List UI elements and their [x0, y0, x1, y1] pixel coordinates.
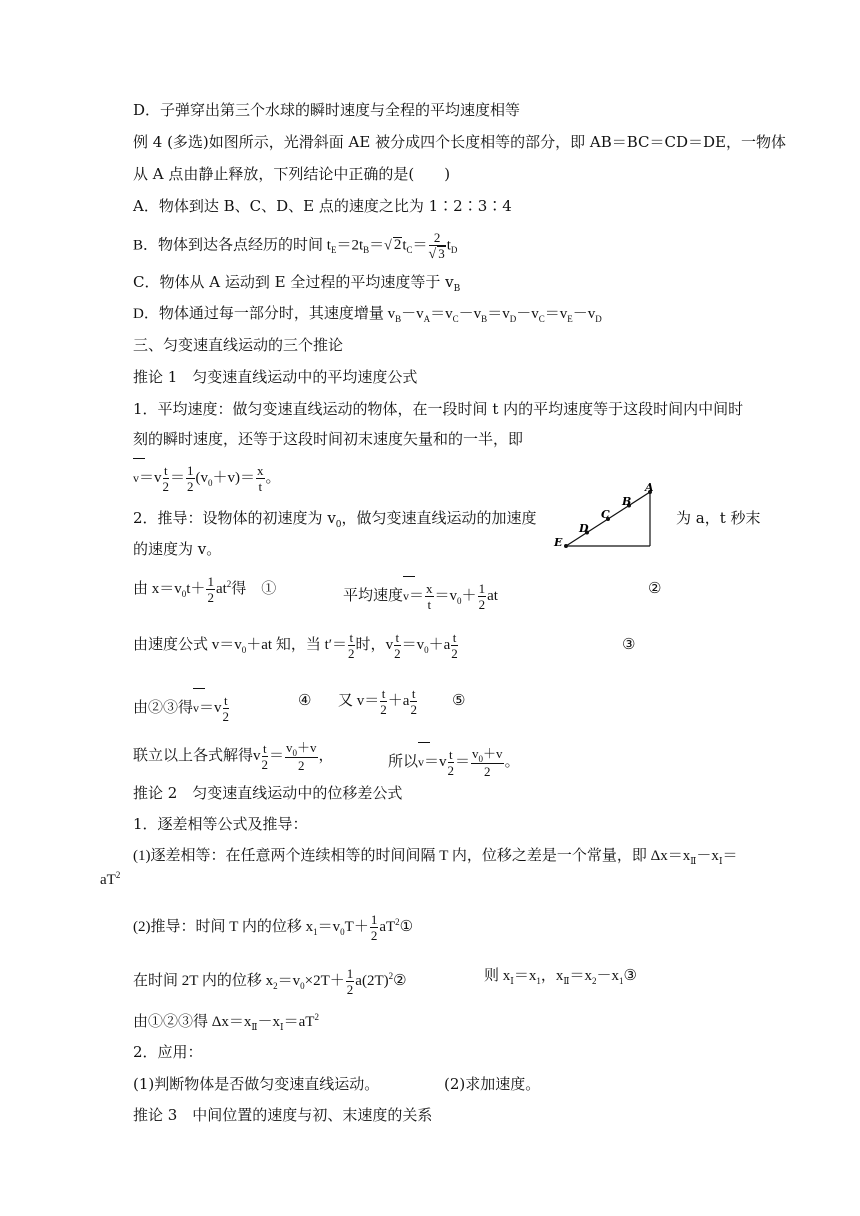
option-c: C．物体从 A 运动到 E 全过程的平均速度等于 $v_B$	[133, 273, 461, 294]
avg-velocity-def-line2: 刻的瞬时速度，还等于这段时间初末速度矢量和的一半，即	[133, 430, 524, 448]
step-4-number: ④	[298, 691, 312, 709]
label-a: A	[645, 482, 654, 494]
label-b: B	[622, 495, 632, 508]
option-b: B．物体到达各点经历的时间 $t_E=2t_B=√$ $2t_C=$ $\frac{2}{√ 3}$ $t_D$	[133, 230, 458, 262]
corollary-1-title: 推论 1 匀变速直线运动中的平均速度公式	[133, 368, 418, 386]
step-2: 平均速度v＝ $\frac{x}{t}$ $=v_0+$ $\frac{1}{2}$ at	[343, 574, 498, 612]
step-3: 由速度公式 $v=v_0+at$ 知，当 t′＝ $\frac{t}{2}$ 时，v $\frac{t}{2}$ $=v_0+a$ $\frac{t}{2}$	[133, 630, 458, 661]
corollary-2-item1: 1．逐差相等公式及推导：	[133, 815, 308, 833]
option-a: A．物体到达 B、C、D、E 点的速度之比为 1∶2∶3∶4	[133, 197, 512, 215]
label-d: D	[579, 522, 589, 535]
avg-velocity-formula: v＝v $\frac{t}{2}$ ＝ $\frac{1}{2}$ $(v_0+v)=$ $\frac{x}{t}$ 。	[133, 456, 281, 494]
example4-line2: 从 A 点由静止释放，下列结论中正确的是( )	[133, 165, 451, 183]
step-6: 联立以上各式解得v $\frac{t}{2}$ ＝ $\frac{v_0+v}{2}$ ，	[133, 740, 334, 773]
label-e: E	[554, 536, 563, 549]
successive-difference-line1: (1)逐差相等：在任意两个连续相等的时间间隔 T 内，位移之差是一个常量，即 $\Delta x=x_Ⅱ-x_Ⅰ=$	[133, 848, 738, 866]
point-e	[564, 544, 568, 548]
step-1: 由 $x=v_0t+$ $\frac{1}{2}$ $at^2$得 ①	[133, 574, 277, 605]
incline-figure	[552, 482, 662, 552]
step-5-number: ⑤	[452, 691, 466, 709]
c2-then: 则 $x_Ⅰ=x_1$，$x_Ⅱ=x_2-x_1③$	[484, 968, 637, 986]
derivation-line1-right: 为 a，t 秒末	[676, 509, 761, 527]
step-5: 又 v＝ $\frac{t}{2}$ ＋a $\frac{t}{2}$	[338, 686, 417, 717]
step-7: 所以v＝v $\frac{t}{2}$ ＝ $\frac{v_0+v}{2}$ 。	[388, 740, 520, 779]
c2-result: 由①②③得 $\Delta x=x_Ⅱ-x_Ⅰ=aT^2$	[133, 1012, 319, 1032]
label-c: C	[601, 508, 610, 521]
example4-line1: 例 4 (多选)如图所示，光滑斜面 AE 被分成四个长度相等的部分，即 AB＝BC＝CD＝DE，一物体	[133, 133, 786, 151]
derivation-line2: 的速度为 v。	[133, 540, 222, 558]
option-d: D．物体通过每一部分时，其速度增量 $v_B-v_A=v_C-v_B=v_D-v_C=v_E-v_D$	[133, 306, 602, 324]
step-2-number: ②	[648, 579, 662, 597]
step-3-number: ③	[622, 635, 636, 653]
c2-2t-displacement: 在时间 2T 内的位移 $x_2=v_0\times 2T+$ $\frac{1}{2}$ $a(2T)^2②$	[133, 966, 407, 997]
corollary-2-item2: 2．应用：	[133, 1043, 203, 1061]
successive-difference-line2: $aT^2$	[100, 870, 121, 888]
option-d-prev: D．子弹穿出第三个水球的瞬时速度与全程的平均速度相等	[133, 101, 521, 119]
corollary-2-title: 推论 2 匀变速直线运动中的位移差公式	[133, 784, 403, 802]
avg-velocity-def-line1: 1．平均速度：做匀变速直线运动的物体，在一段时间 t 内的平均速度等于这段时间内中间时	[133, 400, 744, 418]
c2-application-2: (2)求加速度。	[444, 1075, 541, 1093]
c2-application-1: (1)判断物体是否做匀变速直线运动。	[133, 1075, 380, 1093]
corollary-3-title: 推论 3 中间位置的速度与初、末速度的关系	[133, 1106, 433, 1124]
c2-derivation: (2)推导：时间 T 内的位移 $x_1=v_0T+$ $\frac{1}{2}$ $aT^2①$	[133, 912, 414, 943]
section-3-heading: 三、匀变速直线运动的三个推论	[133, 336, 344, 354]
step-4: 由②③得v＝v $\frac{t}{2}$	[133, 686, 230, 724]
derivation-line1: 2．推导：设物体的初速度为 $v_0$，做匀变速直线运动的加速度	[133, 509, 537, 530]
